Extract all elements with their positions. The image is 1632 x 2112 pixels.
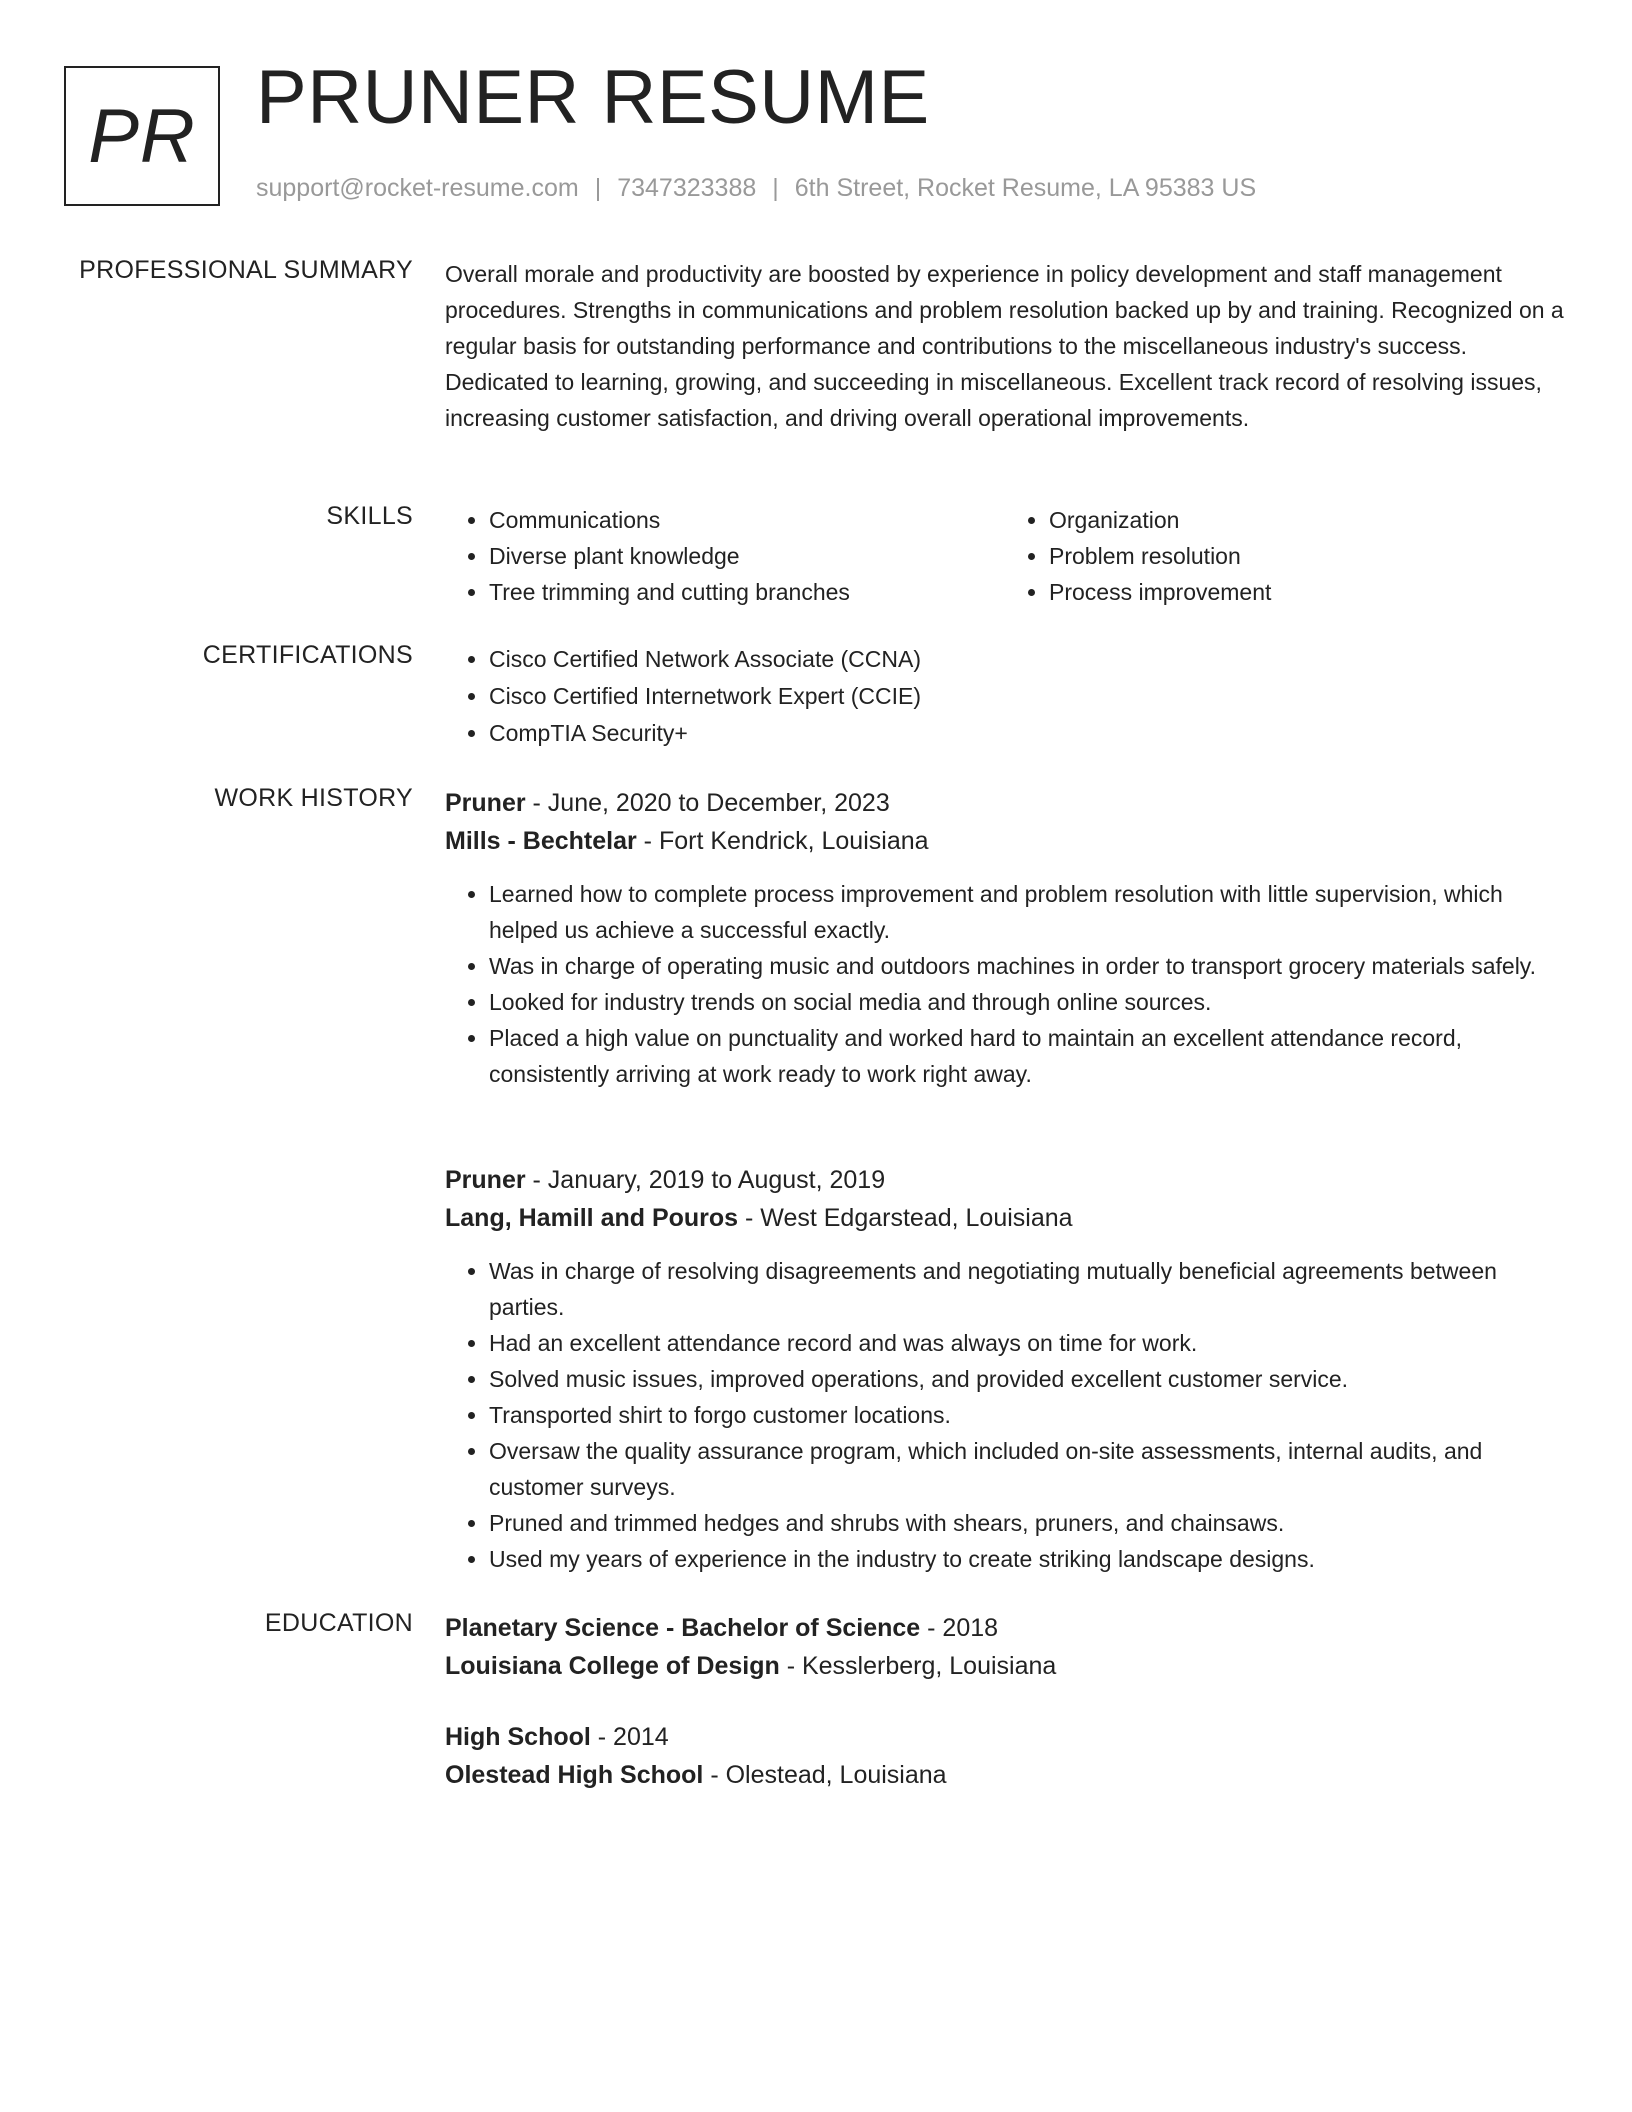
skills-body [445,502,1565,610]
job-dates: - January, 2019 to August, 2019 [525,1166,886,1194]
resume-name: PRUNER RESUME [256,55,930,140]
education-school-line [445,1756,1565,1794]
education-degree-line [445,1609,1565,1647]
education-location: - Olestead, Louisiana [703,1761,947,1789]
certifications-label: CERTIFICATIONS [202,641,413,669]
job-bullet: • Transported shirt to forgo customer locations. [489,1397,1565,1433]
contact-email: support@rocket-resume.com [256,174,579,202]
job-bullet: • Oversaw the quality assurance program, which included on-site assessments, internal audits, and customer surveys. [489,1433,1565,1505]
skills-label: SKILLS [326,502,413,530]
certification-item: • CompTIA Security+ [489,715,1565,752]
job-dates: - June, 2020 to December, 2023 [525,789,890,817]
education-year: - 2018 [920,1614,999,1642]
monogram-badge: PR [64,66,220,206]
job-bullet: • Had an excellent attendance record and was always on time for work. [489,1325,1565,1361]
job-bullet: • Solved music issues, improved operations, and provided excellent customer service. [489,1361,1565,1397]
job-location: - Fort Kendrick, Louisiana [636,827,929,855]
skill-item: • Organization [1049,502,1565,538]
job-entry [445,1161,1565,1577]
skills-columns [445,502,1565,610]
skills-list-left [445,502,1005,610]
job-company: Mills - Bechtelar [445,827,637,855]
skill-item: • Tree trimming and cutting branches [489,574,1005,610]
summary-label: PROFESSIONAL SUMMARY [79,256,413,284]
job-bullet: • Was in charge of resolving disagreements and negotiating mutually beneficial agreements between parties. [489,1253,1565,1325]
work-history-label: WORK HISTORY [214,784,413,812]
job-bullets [445,1253,1565,1577]
job-title: Pruner [445,789,526,817]
skill-item: • Process improvement [1049,574,1565,610]
contact-line [256,174,1256,203]
education-location: - Kesslerberg, Louisiana [779,1652,1057,1680]
skill-item: • Diverse plant knowledge [489,538,1005,574]
contact-address: 6th Street, Rocket Resume, LA 95383 US [794,174,1257,202]
summary-text: Overall morale and productivity are boosted by experience in policy development and staff management procedures. Strengths in communications and problem resolution backed up by and training. Recognized on a regular basis for outstanding performance and contributions to the miscellaneous industry's success. Dedicated to learning, growing, and succeeding in miscellaneous. Excellent track record of resolving issues, increasing customer satisfaction, and driving overall operational improvements. [445,261,1564,431]
contact-separator: | [594,174,602,202]
job-company-line [445,822,1565,860]
skill-item: • Problem resolution [1049,538,1565,574]
job-bullet: • Used my years of experience in the industry to create striking landscape designs. [489,1541,1565,1577]
education-label: EDUCATION [264,1609,413,1637]
certifications-body [445,641,1565,752]
contact-separator: | [772,174,779,202]
job-company: Lang, Hamill and Pouros [445,1204,739,1232]
job-bullet: • Was in charge of operating music and outdoors machines in order to transport grocery materials safely. [489,948,1565,984]
job-company-line [445,1199,1565,1237]
job-location: - West Edgarstead, Louisiana [738,1204,1073,1232]
skill-item: • Communications [489,502,1005,538]
education-year: - 2014 [590,1723,669,1751]
education-entry [445,1718,1565,1794]
job-bullet: • Looked for industry trends on social media and through online sources. [489,984,1565,1020]
job-bullet: • Placed a high value on punctuality and worked hard to maintain an excellent attendance record, consistently arriving at work ready to work right away. [489,1020,1565,1092]
education-degree-line [445,1718,1565,1756]
education-school: Louisiana College of Design [445,1652,780,1680]
job-title: Pruner [445,1166,526,1194]
education-school-line [445,1647,1565,1685]
job-bullets [445,876,1565,1092]
certifications-list [445,641,1565,752]
job-title-line [445,784,1565,822]
job-bullet: • Learned how to complete process improvement and problem resolution with little supervision, which helped us achieve a successful exactly. [489,876,1565,948]
contact-phone: 7347323388 [617,174,757,202]
certification-item: • Cisco Certified Internetwork Expert (CCIE) [489,678,1565,715]
job-entry [445,784,1565,1092]
summary-body [445,256,1565,436]
job-bullet: • Pruned and trimmed hedges and shrubs with shears, pruners, and chainsaws. [489,1505,1565,1541]
certification-item: • Cisco Certified Network Associate (CCNA) [489,641,1565,678]
skills-list-right [1005,502,1565,610]
education-degree: High School [445,1723,591,1751]
education-entry [445,1609,1565,1685]
education-degree: Planetary Science - Bachelor of Science [445,1614,921,1642]
job-title-line [445,1161,1565,1199]
education-school: Olestead High School [445,1761,704,1789]
